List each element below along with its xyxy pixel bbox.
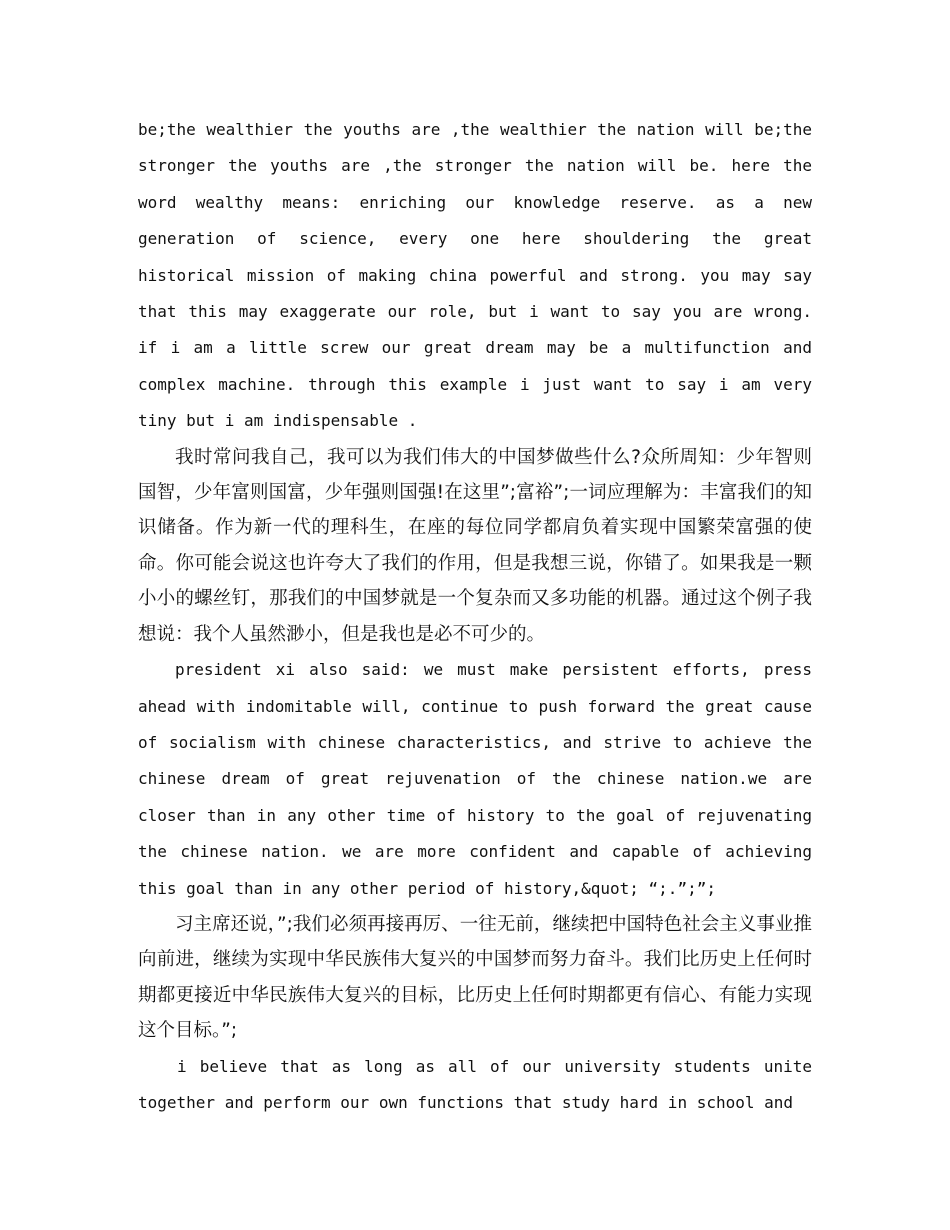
paragraph-chinese-2: 习主席还说，”;我们必须再接再厉、一往无前，继续把中国特色社会主义事业推向前进，继续为实现中华民族伟大复兴的中国梦而努力奋斗。我们比历史上任何时期都更接近中华民族伟大复兴的目标，比历史上任何时期都更有信心、有能力实现这个目标。”; [138,913,812,1042]
paragraph-english-1: be;the wealthier the youths are ,the wealthier the nation will be;the stronger the youths are ,the stronger the nation will be. here the word wealthy means: enriching our knowledge reserve. as a new generation of science, every one here shouldering the great historical mission of making china powerful and strong. you may say that this may exaggerate our role, but i want to say you are wrong. if i am a little screw our great dream may be a multifunction and complex machine. through this example i just want to say i am very tiny but i am indispensable . [138,120,812,431]
paragraph-english-3: i believe that as long as all of our university students unite together and perform our own functions that study hard in school and [138,1056,812,1112]
paragraph-chinese-1: 我时常问我自己，我可以为我们伟大的中国梦做些什么?众所周知：少年智则国智，少年富则国富，少年强则国强!在这里”;富裕”;一词应理解为：丰富我们的知识储备。作为新一代的理科生，在座的每位同学都肩负着实现中国繁荣富强的使命。你可能会说这也许夸大了我们的作用，但是我想三说，你错了。如果我是一颗小小的螺丝钉，那我们的中国梦就是一个复杂而又多功能的机器。通过这个例子我想说：我个人虽然渺小，但是我也是必不可少的。 [138,446,812,645]
document-page [138,112,812,1121]
paragraph-english-2: president xi also said: we must make persistent efforts, press ahead with indomitable will, continue to push forward the great cause of socialism with chinese characteristics, and strive to achieve the chinese dream of great rejuvenation of the chinese nation.we are closer than in any other time of history to the goal of rejuvenating the chinese nation. we are more confident and capable of achieving this goal than in any other period of history,&quot; “;.”;”; [138,660,812,898]
